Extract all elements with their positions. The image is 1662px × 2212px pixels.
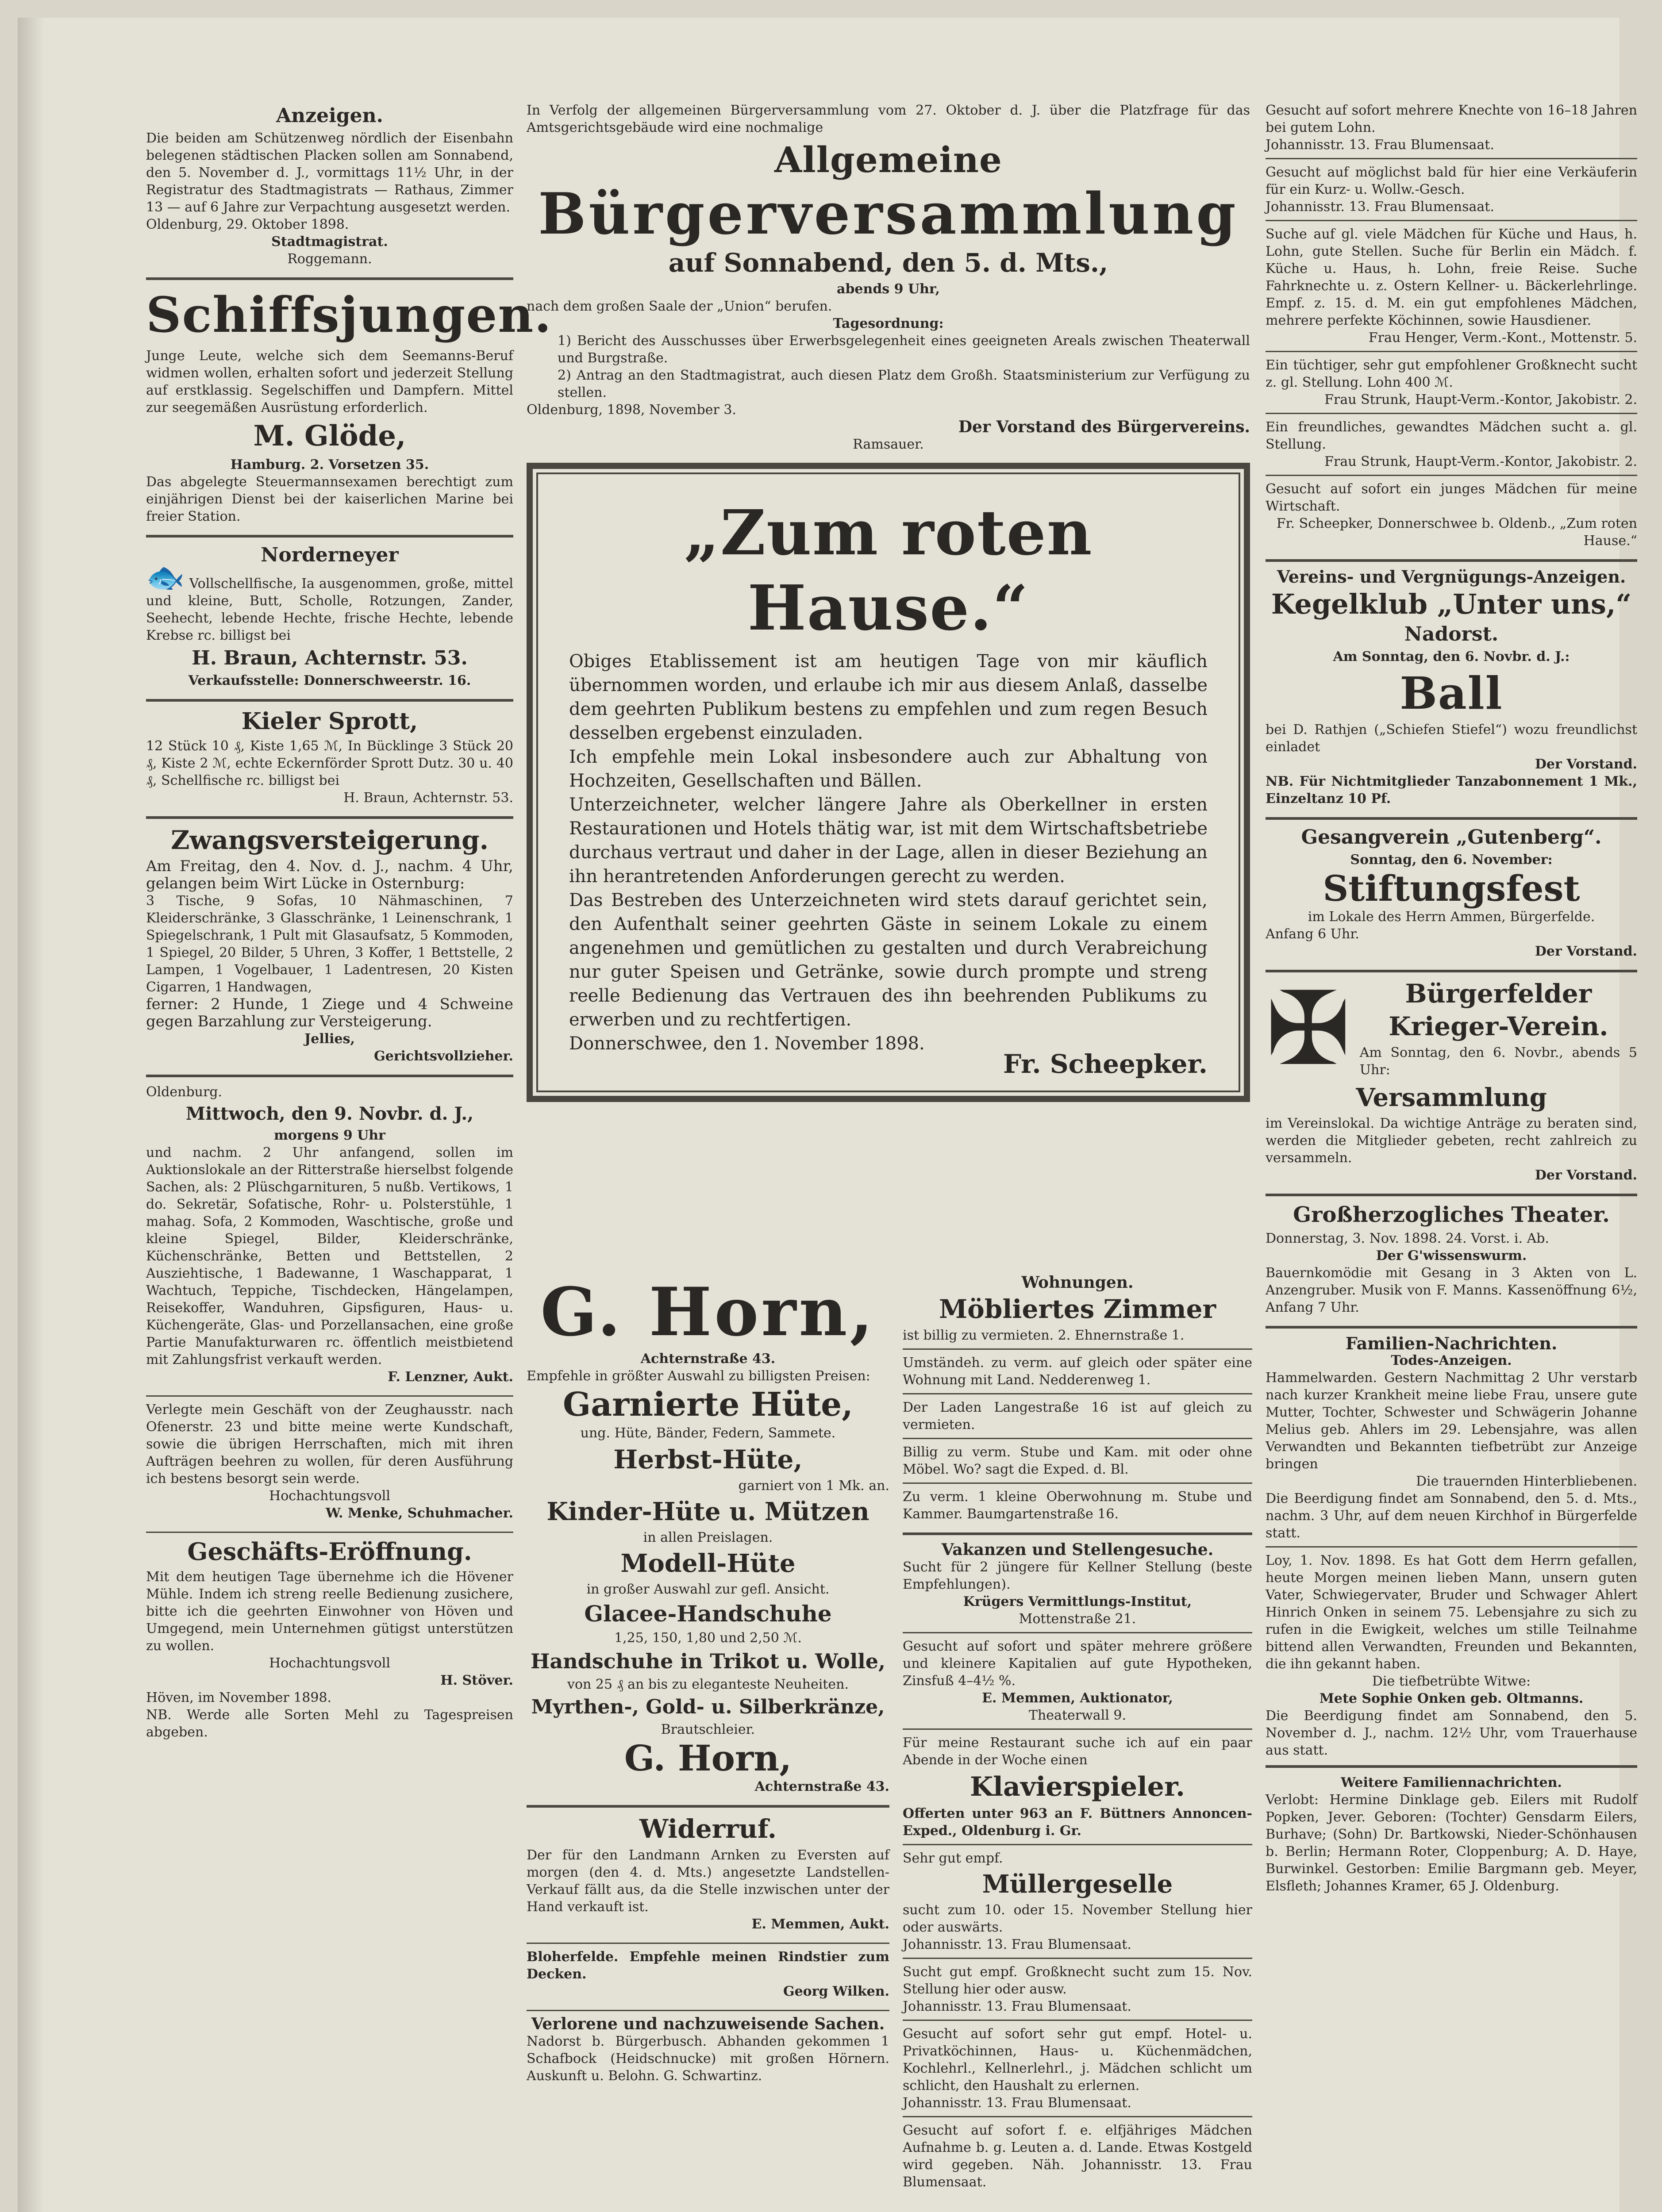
ad-signature-title: Gerichtsvollzieher.	[374, 1048, 513, 1064]
ad-wohnungen	[903, 1274, 1252, 1523]
ad-signature: Fr. Scheepker, Donnerschwee b. Oldenb., „Zum roten Hause.“	[1276, 516, 1637, 549]
divider	[1266, 1194, 1637, 1196]
divider	[1266, 475, 1637, 476]
ad-agenda-item: 2) Antrag an den Stadtmagistrat, auch diesen Platz dem Großh. Staatsministerium zur Verfügung zu stellen.	[558, 368, 1250, 400]
ad-signature: Die trauernden Hinterbliebenen.	[1416, 1474, 1637, 1489]
section-subtitle: Weitere Familiennachrichten.	[1341, 1775, 1562, 1790]
ad-signature: Frau Strunk, Haupt-Verm.-Kontor, Jakobistr. 2.	[1324, 454, 1637, 469]
ad-text: Gesucht auf sofort sehr gut empf. Hotel- u. Privatköchinnen, Haus- u. Küchenmädchen, Kochlehrl., Kellnerlehrl., j. Mädchen schlicht um schlicht, den Haushalt zu erlernen.	[903, 2026, 1252, 2093]
ad-text: Verlobt: Hermine Dinklage geb. Eilers mit Rudolf Popken, Jever. Geboren: (Tochter) Gensdarm Eilers, Burhave; (Sohn) Dr. Bartkowski, Nieder-Schönhausen b. Berlin; Hermann Roter, Cloppenburg; A. D. Haye, Burwinkel. Gestorben: Emilie Bargmann geb. Meyer, Elsfleth; Johannes Kramer, 65 J. Oldenburg.	[1266, 1792, 1637, 1894]
ad-event: Versammlung	[1356, 1083, 1547, 1112]
ad-text	[146, 559, 513, 644]
ad-item-price: 1,25, 150, 1,80 und 2,50 ℳ.	[614, 1630, 802, 1646]
divider	[903, 1958, 1252, 1959]
ad-date: Am Sonntag, den 6. Novbr., abends 5 Uhr:	[1359, 1045, 1637, 1078]
ad-signature: E. Memmen, Aukt.	[751, 1916, 889, 1932]
ad-item-title: Modell-Hüte	[620, 1549, 796, 1578]
ad-item-text: von 25 ₰ an bis zu eleganteste Neuheiten.	[567, 1677, 849, 1692]
ad-text: Die beiden am Schützenweg nördlich der Eisenbahn belegenen städtischen Placken sollen am Sonnabend, den 5. November d. J., vormittags 11½ Uhr, in der Registratur des Stadtmagistrats — Rathaus, Zimmer 13 — auf 6 Jahre zur Verpachtung ausgesetzt werden.	[146, 131, 513, 215]
ad-date: Donnerstag, 3. Nov. 1898. 24. Vorst. i. Ab.	[1266, 1231, 1549, 1246]
ad-signature: Krügers Vermittlungs-Institut,	[963, 1594, 1192, 1609]
ad-sale: Verkaufsstelle: Donnerschweerstr. 16.	[188, 673, 471, 688]
ad-date: auf Sonnabend, den 5. d. Mts.,	[668, 248, 1108, 278]
ad-time: abends 9 Uhr,	[837, 281, 940, 297]
ad-text: Verlegte mein Geschäft von der Zeughausstr. nach Ofenerstr. 23 und bitte meine werte Kundschaft, sowie die übrigen Herrschaften, mich mit ihren Aufträgen beehren zu wollen, für deren Ausführung ich bestens besorgt sein werde.	[146, 1402, 513, 1486]
ad-title: G. Horn,	[540, 1273, 876, 1351]
ad-title: Verlorene und nachzuweisende Sachen.	[531, 2015, 885, 2033]
ad-item-text: in großer Auswahl zur gefl. Ansicht.	[586, 1582, 830, 1597]
ad-item-title: Glacee-Handschuhe	[584, 1601, 832, 1627]
section-title: Familien-Nachrichten.	[1345, 1333, 1558, 1353]
ad-signature-name: Mete Sophie Onken geb. Oltmanns.	[1319, 1691, 1584, 1706]
ad-item-price: garniert von 1 Mk. an.	[738, 1478, 889, 1494]
section-title: Wohnungen.	[1021, 1273, 1134, 1292]
column-right	[1266, 102, 1637, 1905]
ad-item-title: Garnierte Hüte,	[563, 1386, 853, 1424]
ad-verloren	[527, 2016, 889, 2085]
ad-title: Bürgerversammlung	[538, 181, 1239, 247]
ad-text: Die Beerdigung findet am Sonnabend, den 5. d. Mts., nachm. 3 Uhr, auf dem neuen Kirchhof in Bürgerfelde statt.	[1266, 1491, 1637, 1541]
ad-title: Kegelklub „Unter uns,“	[1271, 588, 1632, 620]
ad-text: Bauernkomödie mit Gesang in 3 Akten von L. Anzengruber. Musik von F. Manns. Kassenöffnung 6½, Anfang 7 Uhr.	[1266, 1265, 1637, 1315]
ad-title: Schiffsjungen.	[146, 286, 552, 343]
divider	[146, 277, 513, 280]
ad-title: Möbliertes Zimmer	[939, 1294, 1216, 1324]
ad-paragraph: Unterzeichneter, welcher längere Jahre als Oberkellner in ersten Restaurationen und Hotels thätig war, ist mit dem Wirtschaftsbetriebe durchaus vertraut und daher in der Lage, allen in dieser Beziehung an ihn herantretenden Anforderungen gerecht zu werden.	[569, 795, 1208, 887]
divider	[903, 2116, 1252, 2117]
ad-text: Bloherfelde. Empfehle meinen Rindstier zum Decken.	[527, 1949, 889, 1982]
ad-text: Gesucht auf sofort und später mehrere größere und kleinere Kapitalien auf gute Hypotheken, Zinsfuß 4–4½ %.	[903, 1639, 1252, 1689]
ad-buergerversammlung	[527, 102, 1250, 453]
divider	[146, 1532, 513, 1533]
divider	[1266, 158, 1637, 159]
ad-text: Am Freitag, den 4. Nov. d. J., nachm. 4 Uhr, gelangen beim Wirt Lücke in Osternburg:	[146, 857, 513, 892]
ad-familie	[1266, 1335, 1637, 1895]
ad-gesuche	[1266, 102, 1637, 549]
ad-time: morgens 9 Uhr	[274, 1128, 385, 1143]
divider	[903, 1348, 1252, 1350]
ad-name: M. Glöde,	[253, 419, 406, 453]
ad-menke	[146, 1401, 513, 1522]
ad-item-title: Handschuhe in Trikot u. Wolle,	[530, 1649, 886, 1673]
ad-text: Zu verm. 1 kleine Oberwohnung m. Stube und Kammer. Baumgartenstraße 16.	[903, 1489, 1252, 1522]
ad-date: Sonntag, den 6. November:	[1350, 852, 1553, 868]
ad-ball: Ball	[1400, 667, 1503, 719]
ad-title: Mittwoch, den 9. Novbr. d. J.,	[185, 1103, 474, 1124]
divider	[903, 1393, 1252, 1394]
ad-text: Sucht für 2 jüngere für Kellner Stellung (beste Empfehlungen).	[903, 1559, 1252, 1592]
ad-text2: ferner: 2 Hunde, 1 Ziege und 4 Schweine gegen Barzahlung zur Versteigerung.	[146, 995, 513, 1030]
ad-items: 3 Tische, 9 Sofas, 10 Nähmaschinen, 7 Kleiderschränke, 3 Glasschränke, 1 Leinenschrank, 1 Spiegelschrank, 1 Pult mit Glasaufsatz, 5 Kommoden, 1 Spiegel, 20 Bilder, 5 Uhren, 3 Koffer, 1 Bettstelle, 2 Lampen, 1 Vogelbauer, 1 Ladentresen, 20 Kisten Cigarren, 1 Handwagen,	[146, 893, 513, 995]
ad-text: Gesucht auf sofort mehrere Knechte von 16–18 Jahren bei gutem Lohn.	[1266, 103, 1637, 135]
ad-bloherfelde	[527, 1948, 889, 2000]
divider	[1266, 1326, 1637, 1329]
ad-title: Norderneyer	[261, 544, 399, 566]
ad-text: Ein tüchtiger, sehr gut empfohlener Großknecht sucht z. gl. Stellung. Lohn 400 ℳ.	[1266, 357, 1637, 390]
divider	[146, 699, 513, 702]
divider	[903, 1438, 1252, 1439]
ad-text: Junge Leute, welche sich dem Seemanns-Beruf widmen wollen, erhalten sofort und jederzeit Stellung auf erstklassig. Segelschiffen und Dampfern. Mittel zur seegemäßen Ausrüstung erforderlich.	[146, 348, 513, 415]
ad-text: Loy, 1. Nov. 1898. Es hat Gott dem Herrn gefallen, heute Morgen meinen lieben Mann, unsern guten Vater, Schwiegervater, Bruder und Schwager Ahlert Hinrich Onken in seinem 75. Lebensjahre zu sich zu rufen in die Ewigkeit, welches um stille Teilnahme bittend allen Verwandten, Freunden und Bekannten, die ihn gekannt haben.	[1266, 1553, 1637, 1672]
ad-text: Gesucht auf sofort ein junges Mädchen für meine Wirtschaft.	[1266, 481, 1637, 514]
ad-signature-name: Roggemann.	[287, 251, 372, 267]
ad-item-text: in allen Preislagen.	[643, 1530, 773, 1545]
ad-eroeffnung	[146, 1537, 513, 1741]
divider	[527, 1943, 889, 1944]
divider	[527, 2010, 889, 2011]
ad-address: Achternstraße 43.	[754, 1779, 889, 1794]
ad-date-line: Oldenburg, 1898, November 3.	[527, 402, 736, 418]
ad-signature: Johannisstr. 13. Frau Blumensaat.	[903, 2095, 1131, 2111]
ad-note: Das abgelegte Steuermannsexamen berechtigt zum einjährigen Dienst bei der kaiserlichen Marine bei freier Station.	[146, 474, 513, 524]
ad-paragraph: Ich empfehle mein Lokal insbesondere auch zur Abhaltung von Hochzeiten, Gesellschaften und Bällen.	[569, 747, 1208, 791]
divider	[146, 1395, 513, 1397]
ad-text: Mit dem heutigen Tage übernehme ich die Hövener Mühle. Indem ich streng reelle Bedienung zusichere, bitte ich die geehrten Einwohner von Höven und Umgegend, mein Unternehmen gütigst unterstützen zu wollen.	[146, 1569, 513, 1654]
ad-text: Die Beerdigung findet am Sonnabend, den 5. November d. J., nachm. 12½ Uhr, vom Trauerhause aus statt.	[1266, 1708, 1637, 1758]
divider	[903, 1728, 1252, 1730]
ad-text: Sucht gut empf. Großknecht sucht zum 15. Nov. Stellung hier oder ausw.	[903, 1964, 1252, 1997]
ad-text: Umständeh. zu verm. auf gleich oder später eine Wohnung mit Land. Nedderenweg 1.	[903, 1355, 1252, 1388]
ad-item-title: Myrthen-, Gold- u. Silberkränze,	[531, 1696, 885, 1718]
ad-theater	[1266, 1202, 1637, 1316]
ad-signature: Frau Strunk, Haupt-Verm.-Kontor, Jakobistr. 2.	[1324, 392, 1637, 407]
ad-text: Gesucht auf möglichst bald für hier eine Verkäuferin für ein Kurz- u. Wollw.-Gesch.	[1266, 165, 1637, 197]
ad-text: und nachm. 2 Uhr anfangend, sollen im Auktionslokale an der Ritterstraße hierselbst folgende Sachen, als: 2 Plüschgarnituren, 5 nußb. Vertikows, 1 do. Sekretär, Sofatische, Rohr- u. Polsterstühle, 1 mahag. Sofa, 2 Kommoden, Waschtische, große und kleine Spiegel, Bilder, Kleiderschränke, Küchenschränke, Betten und Bettstellen, 2 Ausziehtische, 1 Badewanne, 1 Waschapparat, 1 Wachtuch, Teppiche, Tischdecken, Hängelampen, Reisekoffer, Wanduhren, Gipsfiguren, Haus- u. Küchengeräte, Glas- und Porzellansachen, eine große Partie Manufakturwaren rc. öffentlich meistbietend mit Zahlungsfrist verkauft werden.	[146, 1145, 513, 1367]
ad-text: Hammelwarden. Gestern Nachmittag 2 Uhr verstarb nach kurzer Krankheit meine liebe Frau, unsere gute Mutter, Tochter, Schwester und Schwägerin Johanne Melius geb. Ahlers im 29. Lebensjahre, was allen Verwandten und Bekannten tiefbetrübt zur Anzeige bringen	[1266, 1370, 1637, 1472]
ad-note: NB. Für Nichtmitglieder Tanzabonnement 1 Mk., Einzeltanz 10 Pf.	[1266, 774, 1637, 806]
ad-anzeigen	[146, 104, 513, 268]
column-left	[146, 102, 552, 1751]
ad-text: ist billig zu vermieten. 2. Ehnernstraße 1.	[903, 1328, 1185, 1343]
ad-item-title: Herbst-Hüte,	[613, 1444, 803, 1475]
ad-text: 12 Stück 10 ₰, Kiste 1,65 ℳ, In Bücklinge 3 Stück 20 ₰, Kiste 2 ℳ, echte Eckernförder Sprott Dutz. 30 u. 40 ₰, Schellfische rc. billigst bei	[146, 738, 513, 788]
fish-icon: 🐟	[146, 559, 185, 595]
ad-text: Offerten unter 963 an F. Büttners Annoncen-Exped., Oldenburg i. Gr.	[903, 1806, 1252, 1839]
ad-paragraph: Obiges Etablissement ist am heutigen Tage von mir käuflich übernommen worden, und erlaube ich mir aus diesem Anlaß, dasselbe dem geehrten Publikum bestens zu empfehlen und zum regen Besuch desselben ergebenst einzuladen.	[569, 651, 1208, 743]
ad-signature: W. Menke, Schuhmacher.	[326, 1505, 513, 1521]
ad-norderneyer	[146, 544, 513, 689]
ad-name: H. Braun, Achternstr. 53.	[192, 647, 468, 669]
column-middle-left	[527, 1274, 889, 2094]
ad-place: im Lokale des Herrn Ammen, Bürgerfelde.	[1308, 909, 1595, 925]
ad-title: Bürgerfelder	[1405, 979, 1592, 1009]
ad-signature: Der Vorstand des Bürgervereins.	[958, 418, 1250, 436]
divider	[903, 1632, 1252, 1633]
divider	[903, 2020, 1252, 2021]
ad-signature: Die tiefbetrübte Witwe:	[1372, 1674, 1531, 1689]
ad-item-text: Brautschleier.	[661, 1722, 755, 1737]
ad-text: Der Laden Langestraße 16 ist auf gleich zu vermieten.	[903, 1400, 1252, 1432]
ad-vereine	[1266, 568, 1637, 807]
ad-signature: Der Vorstand.	[1535, 944, 1637, 959]
ad-name: G. Horn,	[624, 1737, 792, 1779]
divider	[1266, 413, 1637, 414]
ad-title: Widerruf.	[639, 1814, 777, 1844]
ad-text-body: Vollschellfische, Ia ausgenommen, große, mittel und kleine, Butt, Scholle, Rotzungen, Zander, Seehecht, lebende Hechte, frische Hechte, lebende Krebse rc. billigst bei	[146, 576, 513, 643]
divider	[146, 535, 513, 538]
ad-signature: Johannisstr. 13. Frau Blumensaat.	[1266, 199, 1494, 215]
ad-address: Mottenstraße 21.	[1019, 1611, 1136, 1627]
ad-vakanzen	[903, 1541, 1252, 2191]
ad-title: Anzeigen.	[276, 104, 383, 127]
ad-roten-hause	[536, 472, 1240, 1092]
ad-title: Gesangverein „Gutenberg“.	[1301, 826, 1602, 849]
ad-name: H. Braun, Achternstr. 53.	[343, 790, 513, 806]
ad-item-text: ung. Hüte, Bänder, Federn, Sammete.	[580, 1425, 836, 1441]
ad-paragraph: Das Bestreben des Unterzeichneten wird stets darauf gerichtet sein, den Aufenthalt seiner geehrten Gäste in seinem Lokale zu einem angenehmen und gemütlichen zu gestalten und durch Verabreichung nur guter Speisen und Getränke, sowie durch prompte und streng reelle Bedienung das Vertrauen des ihn beehrenden Publikums zu erwerben und zu rechtfertigen.	[569, 890, 1208, 1030]
section-title: Vereins- und Vergnügungs-Anzeigen.	[1277, 567, 1626, 587]
ad-subtitle: Allgemeine	[774, 139, 1002, 180]
ad-note: NB. Werde alle Sorten Mehl zu Tagespreisen abgeben.	[146, 1707, 513, 1740]
ad-signature: Johannisstr. 13. Frau Blumensaat.	[903, 1999, 1131, 2014]
ad-kriegerverein	[1266, 970, 1637, 1184]
ad-title: Geschäfts-Eröffnung.	[187, 1537, 472, 1566]
ad-kieler	[146, 708, 513, 806]
section-title: Vakanzen und Stellengesuche.	[941, 1540, 1214, 1559]
divider	[1266, 351, 1637, 352]
ad-signature: Johannisstr. 13. Frau Blumensaat.	[903, 1937, 1131, 1952]
ad-signature: F. Lenzner, Aukt.	[388, 1369, 513, 1385]
ad-time: Anfang 6 Uhr.	[1266, 926, 1359, 942]
ad-item-title: Kinder-Hüte u. Mützen	[546, 1497, 869, 1526]
ad-closing: Hochachtungsvoll	[269, 1488, 390, 1504]
ad-event: Stiftungsfest	[1323, 868, 1580, 909]
ad-intro: In Verfolg der allgemeinen Bürgerversammlung vom 27. Oktober d. J. über die Platzfrage für das Amtsgerichtsgebäude wird eine nochmalige	[527, 103, 1250, 135]
ad-text: Sehr gut empf.	[903, 1851, 1003, 1866]
ad-title: Kieler Sprott,	[241, 708, 418, 735]
ad-signature: H. Stöver.	[440, 1673, 513, 1688]
ad-auktion	[146, 1083, 513, 1386]
ad-signature: Stadtmagistrat.	[271, 234, 388, 250]
ad-widerruf	[527, 1814, 889, 1933]
ad-text: Für meine Restaurant suche ich auf ein paar Abende in der Woche einen	[903, 1735, 1252, 1768]
page-spine	[18, 18, 44, 2212]
ad-signature: E. Memmen, Auktionator,	[982, 1690, 1173, 1706]
ad-title-2: Krieger-Verein.	[1389, 1011, 1608, 1041]
divider	[1266, 1765, 1637, 1768]
ad-closing: Hochachtungsvoll	[269, 1655, 390, 1671]
column-middle-right	[903, 1274, 1252, 2200]
ad-signature-name: Ramsauer.	[853, 437, 924, 452]
ad-text: bei D. Rathjen („Schiefen Stiefel“) wozu freundlichst einladet	[1266, 722, 1637, 755]
ad-date: Am Sonntag, den 6. Novbr. d. J.:	[1333, 649, 1570, 664]
ad-text: Ein freundliches, gewandtes Mädchen sucht a. gl. Stellung.	[1266, 419, 1637, 452]
ad-signature: Der Vorstand.	[1535, 1167, 1637, 1183]
ad-address: Theaterwall 9.	[1028, 1708, 1127, 1723]
ad-text: Der für den Landmann Arnken zu Eversten auf morgen (den 4. d. Mts.) angesetzte Landstellen-Verkauf fällt aus, da die Stelle inzwischen unter der Hand verkauft ist.	[527, 1847, 889, 1915]
ad-date: Donnerschwee, den 1. November 1898.	[569, 1033, 925, 1054]
divider	[903, 1532, 1252, 1535]
ad-horn	[527, 1273, 889, 1795]
ad-place: Nadorst.	[1404, 623, 1499, 645]
ad-agenda-item: 1) Bericht des Ausschusses über Erwerbsgelegenheit eines geeigneten Areals zwischen Theaterwall und Burgstraße.	[558, 333, 1250, 366]
ad-schiffsjungen	[146, 286, 552, 525]
ad-address: Hamburg. 2. Vorsetzen 35.	[230, 457, 429, 472]
ad-title: Müllergeselle	[982, 1870, 1173, 1899]
ad-signature: Georg Wilken.	[783, 1984, 889, 1999]
ad-title: Klavierspieler.	[970, 1771, 1185, 1802]
ad-signature: Jellies,	[304, 1031, 355, 1047]
ad-text: Nadorst b. Bürgerbusch. Abhanden gekommen 1 Schafbock (Heidschnucke) mit großen Hörnern. Auskunft u. Belohn. G. Schwartinz.	[527, 2034, 889, 2084]
ad-signature: Der Vorstand.	[1535, 757, 1637, 772]
ad-address: Achternstraße 43.	[640, 1351, 776, 1367]
ad-signature: Frau Henger, Verm.-Kont., Mottenstr. 5.	[1368, 330, 1637, 346]
ad-date: Oldenburg, 29. Oktober 1898.	[146, 217, 349, 232]
ad-frame-roten-hause	[527, 463, 1250, 1102]
divider	[146, 816, 513, 819]
ad-title: Zwangsversteigerung.	[171, 825, 489, 855]
ad-gutenberg	[1266, 826, 1637, 960]
divider	[146, 1075, 513, 1077]
divider	[1266, 1546, 1637, 1548]
ad-text: Billig zu verm. Stube und Kam. mit oder ohne Möbel. Wo? sagt die Exped. d. Bl.	[903, 1444, 1252, 1477]
section-subtitle: Todes-Anzeigen.	[1391, 1353, 1512, 1368]
divider	[903, 1482, 1252, 1484]
divider	[903, 1844, 1252, 1845]
divider	[1266, 559, 1637, 562]
ad-place: Oldenburg.	[146, 1084, 223, 1100]
ad-text: Gesucht auf sofort f. e. elfjähriges Mädchen Aufnahme b. g. Leuten a. d. Lande. Etwas Kostgeld wird gegeben. Näh. Johannisstr. 13. Frau Blumensaat.	[903, 2123, 1252, 2190]
ad-text: im Vereinslokal. Da wichtige Anträge zu beraten sind, werden die Mitglieder gebeten, recht zahlreich zu versammeln.	[1266, 1116, 1637, 1166]
ad-title: „Zum roten Hause.“	[684, 497, 1093, 645]
ad-play: Der G'wissenswurm.	[1376, 1248, 1527, 1263]
iron-cross-icon: ✠	[1266, 970, 1351, 1088]
ad-place: nach dem großen Saale der „Union“ berufen.	[527, 299, 832, 314]
ad-text: sucht zum 10. oder 15. November Stellung hier oder auswärts.	[903, 1902, 1252, 1935]
ad-zwangsversteigerung	[146, 825, 513, 1065]
divider	[1266, 220, 1637, 221]
divider	[527, 1805, 889, 1808]
ad-text: Suche auf gl. viele Mädchen für Küche und Haus, h. Lohn, gute Stellen. Suche für Berlin ein Mädch. f. Küche u. Haus, h. Lohn, freie Reise. Suche Fahrknechte u. z. Ostern Kellner- u. Bäckerlehrlinge. Empf. z. 15. d. M. ein gut empfohlenes Mädchen, mehrere perfekte Köchinnen, sowie Hausdiener.	[1266, 227, 1637, 328]
ad-date: Höven, im November 1898.	[146, 1690, 332, 1705]
ad-intro: Empfehle in größter Auswahl zu billigsten Preisen:	[527, 1368, 870, 1384]
ad-signature: Johannisstr. 13. Frau Blumensaat.	[1266, 137, 1494, 153]
divider	[1266, 817, 1637, 820]
ad-agenda-title: Tagesordnung:	[833, 316, 944, 331]
column-middle	[527, 102, 1250, 1111]
ad-title: Großherzogliches Theater.	[1293, 1202, 1610, 1227]
ad-signature: Fr. Scheepker.	[1003, 1049, 1208, 1079]
